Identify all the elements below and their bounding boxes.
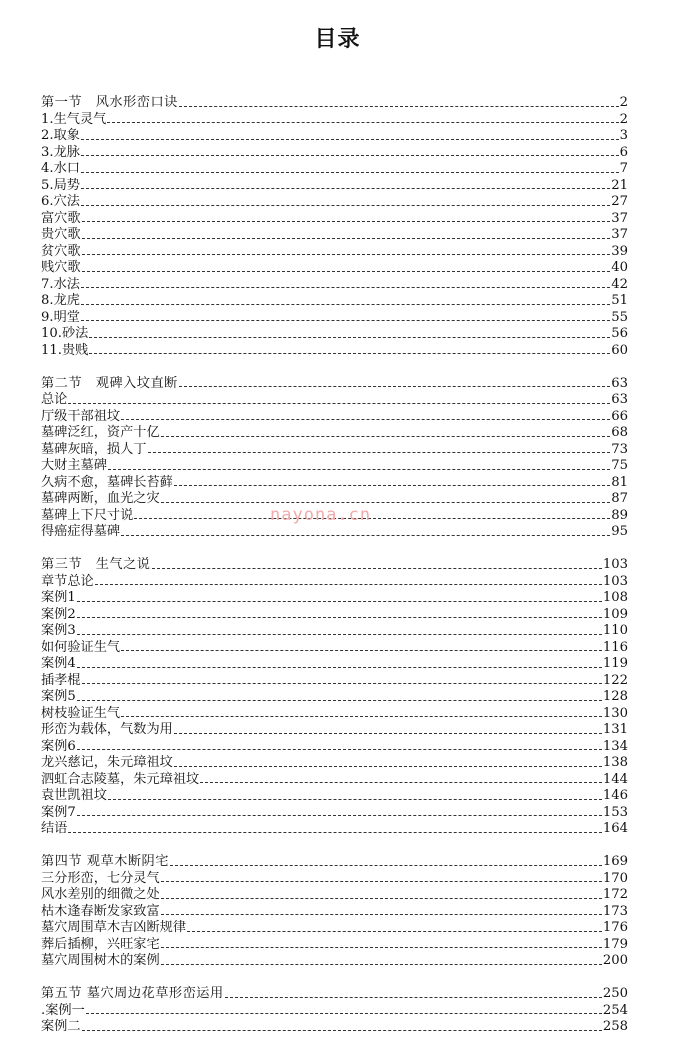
toc-entry[interactable] xyxy=(41,1019,628,1036)
toc-entry-label: 墓穴周围草木吉凶断规律 xyxy=(41,920,187,935)
toc-entry[interactable] xyxy=(41,293,628,310)
page-number: 144 xyxy=(602,771,628,787)
page-title: 目录 xyxy=(314,27,361,52)
page-number: 138 xyxy=(602,755,628,770)
dash-leader xyxy=(200,782,602,783)
section-heading-label: 第五节 墓穴周边花草形峦运用 xyxy=(41,986,224,1001)
dash-leader xyxy=(174,485,610,486)
dash-leader xyxy=(82,238,611,239)
page-number: 55 xyxy=(611,309,628,325)
toc-entry[interactable] xyxy=(41,211,628,228)
toc-entry-label: 贵穴歌 xyxy=(41,227,81,242)
toc-entry[interactable] xyxy=(41,755,628,772)
toc-entry[interactable] xyxy=(41,607,628,624)
toc-entry-label: 树枝验证生气 xyxy=(41,705,121,721)
toc-entry[interactable] xyxy=(41,178,628,195)
dash-leader xyxy=(82,683,602,684)
page-number: 68 xyxy=(611,425,628,440)
page-number: 21 xyxy=(611,177,628,193)
page-number: 169 xyxy=(602,854,628,869)
toc-entry[interactable] xyxy=(41,458,628,475)
toc-entry[interactable] xyxy=(41,871,628,888)
page-number: 146 xyxy=(602,788,628,803)
toc-entry-label: 案例二 xyxy=(41,1019,81,1034)
toc-entry[interactable] xyxy=(41,260,628,277)
page-number: 128 xyxy=(602,689,628,704)
section-heading[interactable] xyxy=(41,557,628,574)
dash-leader xyxy=(77,634,602,635)
dash-leader xyxy=(77,815,602,816)
page-number: 7 xyxy=(619,161,628,176)
toc-entry[interactable] xyxy=(41,524,628,541)
toc-entry-label: 总论 xyxy=(41,392,68,407)
toc-entry-label: 案例4 xyxy=(41,656,76,671)
toc-entry-label: 案例3 xyxy=(41,623,76,638)
dash-leader xyxy=(68,403,610,404)
dash-leader xyxy=(86,1013,602,1014)
dash-leader xyxy=(179,386,610,387)
toc-section xyxy=(41,854,628,970)
toc-entry-label: 案例7 xyxy=(41,804,76,820)
page-number: 3 xyxy=(619,128,628,143)
page-number: 258 xyxy=(602,1019,628,1034)
table-of-contents xyxy=(41,95,628,1052)
dash-leader xyxy=(187,931,602,932)
toc-entry-label: 墓穴周围树木的案例 xyxy=(41,953,160,968)
toc-entry-label: 墓碑泛红，资产十亿 xyxy=(41,425,160,440)
page-number: 110 xyxy=(602,623,628,638)
page-number: 2 xyxy=(619,111,628,127)
toc-entry-label: 得癌症得墓碑 xyxy=(41,524,121,539)
dash-leader xyxy=(121,535,610,536)
dash-leader xyxy=(108,799,602,800)
page-number: 60 xyxy=(611,342,628,358)
page-number: 42 xyxy=(611,276,628,292)
page-number: 2 xyxy=(619,95,628,110)
dash-leader xyxy=(121,650,602,651)
toc-entry[interactable] xyxy=(41,821,628,838)
toc-entry-label: 贱穴歌 xyxy=(41,260,81,275)
page-number: 179 xyxy=(602,936,628,952)
toc-entry[interactable] xyxy=(41,343,628,360)
dash-leader xyxy=(161,898,602,899)
toc-entry-label: 9.明堂 xyxy=(41,309,80,325)
page-number: 63 xyxy=(611,375,628,391)
page-number: 116 xyxy=(602,639,628,655)
dash-leader xyxy=(77,667,602,668)
dash-leader xyxy=(77,700,602,701)
dash-leader xyxy=(134,518,610,519)
toc-section xyxy=(41,986,628,1036)
toc-entry[interactable] xyxy=(41,805,628,822)
dash-leader xyxy=(161,964,602,965)
page-number: 75 xyxy=(611,458,628,473)
toc-entry-label: 龙兴慈记，朱元璋祖坟 xyxy=(41,755,173,770)
section-heading-label: 第三节 生气之说 xyxy=(41,557,151,572)
toc-entry[interactable] xyxy=(41,425,628,442)
toc-entry-label: 章节总论 xyxy=(41,573,94,589)
page-number: 134 xyxy=(602,738,628,754)
toc-section xyxy=(41,557,628,838)
toc-entry-label: 案例6 xyxy=(41,738,76,754)
toc-entry-label: 葬后插柳，兴旺家宅 xyxy=(41,936,160,952)
page-number: 130 xyxy=(602,705,628,721)
toc-entry[interactable] xyxy=(41,706,628,723)
dash-leader xyxy=(108,469,610,470)
page-number: 66 xyxy=(611,408,628,424)
page-number: 200 xyxy=(602,953,628,968)
toc-entry[interactable] xyxy=(41,920,628,937)
page-number: 37 xyxy=(611,210,628,226)
dash-leader xyxy=(95,584,602,585)
toc-entry[interactable] xyxy=(41,409,628,426)
toc-entry[interactable] xyxy=(41,772,628,789)
toc-entry[interactable] xyxy=(41,227,628,244)
toc-entry-label: 风水差别的细微之处 xyxy=(41,887,160,902)
toc-entry[interactable] xyxy=(41,128,628,145)
page-number: 131 xyxy=(602,722,628,737)
page-number: 103 xyxy=(602,557,628,572)
dash-leader xyxy=(174,766,602,767)
toc-entry-label: 如何验证生气 xyxy=(41,639,121,655)
toc-entry[interactable] xyxy=(41,590,628,607)
page-number: 170 xyxy=(602,870,628,886)
toc-entry-label: 贫穴歌 xyxy=(41,243,81,259)
dash-leader xyxy=(82,1030,602,1031)
dash-leader xyxy=(121,419,610,420)
toc-entry-label: 插孝棍 xyxy=(41,672,81,688)
dash-leader xyxy=(77,749,602,750)
toc-entry-label: 案例2 xyxy=(41,606,76,622)
toc-entry-label: 10.砂法 xyxy=(41,326,89,341)
dash-leader xyxy=(170,865,602,866)
dash-leader xyxy=(161,914,602,915)
dash-leader xyxy=(82,271,611,272)
toc-entry[interactable] xyxy=(41,1003,628,1020)
dash-leader xyxy=(81,320,610,321)
section-heading[interactable] xyxy=(41,986,628,1003)
page-number: 81 xyxy=(611,474,628,490)
page-number: 39 xyxy=(611,243,628,259)
toc-entry-label: 6.穴法 xyxy=(41,194,80,209)
toc-entry-label: 11.贵贱 xyxy=(41,342,89,358)
section-heading[interactable] xyxy=(41,376,628,393)
page-number: 40 xyxy=(611,260,628,275)
toc-entry[interactable] xyxy=(41,722,628,739)
page-number: 250 xyxy=(602,986,628,1001)
page-number: 119 xyxy=(602,656,628,671)
page-number: 176 xyxy=(602,920,628,935)
toc-entry[interactable] xyxy=(41,392,628,409)
toc-entry[interactable] xyxy=(41,656,628,673)
toc-entry[interactable] xyxy=(41,788,628,805)
toc-entry-label: 富穴歌 xyxy=(41,210,81,226)
dash-leader xyxy=(81,188,610,189)
toc-entry-label: 三分形峦，七分灵气 xyxy=(41,870,160,886)
page-number: 63 xyxy=(611,392,628,407)
toc-entry-label: 1.生气灵气 xyxy=(41,111,107,127)
page-number: 73 xyxy=(611,441,628,457)
toc-entry-label: 2.取象 xyxy=(41,128,80,143)
dash-leader xyxy=(89,353,610,354)
section-heading-label: 第一节 风水形峦口诀 xyxy=(41,95,178,110)
page-number: 153 xyxy=(602,804,628,820)
section-heading-label: 第二节 观碑入坟直断 xyxy=(41,375,178,391)
page-number: 27 xyxy=(611,194,628,209)
toc-entry[interactable] xyxy=(41,739,628,756)
toc-entry-label: 7.水法 xyxy=(41,276,80,292)
toc-entry-label: 形峦为载体，气数为用 xyxy=(41,722,173,737)
dash-leader xyxy=(107,122,618,123)
toc-entry-label: 泗虹合志陵墓，朱元璋祖坟 xyxy=(41,771,200,787)
toc-entry[interactable] xyxy=(41,887,628,904)
toc-entry-label: 结语 xyxy=(41,821,68,836)
toc-entry-label: 5.局势 xyxy=(41,177,80,193)
toc-entry[interactable] xyxy=(41,953,628,970)
dash-leader xyxy=(152,568,602,569)
page-number: 172 xyxy=(602,887,628,902)
toc-entry[interactable] xyxy=(41,904,628,921)
dash-leader xyxy=(81,287,610,288)
toc-entry[interactable] xyxy=(41,937,628,954)
toc-entry[interactable] xyxy=(41,310,628,327)
dash-leader xyxy=(121,716,602,717)
toc-entry-label: 枯木逢春断发家致富 xyxy=(41,903,160,919)
toc-entry[interactable] xyxy=(41,194,628,211)
dash-leader xyxy=(81,172,619,173)
toc-entry[interactable] xyxy=(41,574,628,591)
toc-entry-label: 大财主墓碑 xyxy=(41,458,107,473)
toc-entry-label: 8.龙虎 xyxy=(41,293,80,308)
toc-entry[interactable] xyxy=(41,244,628,261)
dash-leader xyxy=(148,452,611,453)
toc-entry-label: 墓碑两断，血光之灾 xyxy=(41,491,160,506)
section-heading[interactable] xyxy=(41,95,628,112)
toc-entry[interactable] xyxy=(41,640,628,657)
toc-entry-label: 4.水口 xyxy=(41,161,80,176)
dash-leader xyxy=(77,617,602,618)
dash-leader xyxy=(161,947,602,948)
page-number: 6 xyxy=(619,144,628,160)
page-number: 51 xyxy=(611,293,628,308)
page-number: 95 xyxy=(611,524,628,539)
page-number: 56 xyxy=(611,326,628,341)
dash-leader xyxy=(174,733,602,734)
dash-leader xyxy=(161,502,611,503)
watermark: nayona.cn xyxy=(270,505,372,525)
page-number: 254 xyxy=(602,1002,628,1018)
dash-leader xyxy=(89,337,610,338)
toc-entry-label: 久病不愈，墓碑长苔藓 xyxy=(41,474,173,490)
dash-leader xyxy=(81,304,610,305)
dash-leader xyxy=(77,601,602,602)
toc-entry-label: 墓碑灰暗，损人丁 xyxy=(41,441,147,457)
page-number: 109 xyxy=(602,606,628,622)
toc-entry[interactable] xyxy=(41,112,628,129)
section-heading-label: 第四节 观草木断阴宅 xyxy=(41,854,169,869)
toc-section xyxy=(41,95,628,359)
dash-leader xyxy=(225,997,602,998)
dash-leader xyxy=(68,832,601,833)
toc-entry-label: 厅级干部祖坟 xyxy=(41,408,121,424)
dash-leader xyxy=(82,254,611,255)
toc-entry[interactable] xyxy=(41,161,628,178)
dash-leader xyxy=(161,881,602,882)
dash-leader xyxy=(81,155,619,156)
page-number: 164 xyxy=(602,821,628,836)
toc-entry[interactable] xyxy=(41,475,628,492)
page-number: 122 xyxy=(602,672,628,688)
dash-leader xyxy=(179,106,619,107)
dash-leader xyxy=(81,139,619,140)
toc-entry-label: 案例1 xyxy=(41,590,76,605)
page-number: 37 xyxy=(611,227,628,242)
page-number: 89 xyxy=(611,507,628,523)
dash-leader xyxy=(82,221,611,222)
toc-entry[interactable] xyxy=(41,689,628,706)
section-heading[interactable] xyxy=(41,854,628,871)
toc-entry-label: 袁世凯祖坟 xyxy=(41,788,107,803)
page-number: 173 xyxy=(602,903,628,919)
toc-entry[interactable] xyxy=(41,623,628,640)
dash-leader xyxy=(81,205,610,206)
toc-entry-label: 案例5 xyxy=(41,689,76,704)
page-number: 87 xyxy=(611,491,628,506)
toc-entry[interactable] xyxy=(41,277,628,294)
toc-entry[interactable] xyxy=(41,145,628,162)
toc-entry[interactable] xyxy=(41,673,628,690)
page-number: 103 xyxy=(602,573,628,589)
toc-entry-label: 3.龙脉 xyxy=(41,144,80,160)
toc-entry[interactable] xyxy=(41,326,628,343)
toc-entry[interactable] xyxy=(41,442,628,459)
dash-leader xyxy=(161,436,611,437)
page-number: 108 xyxy=(602,590,628,605)
toc-entry-label: .案例一 xyxy=(41,1002,85,1018)
toc-entry-label: 墓碑上下尺寸说 xyxy=(41,507,134,523)
